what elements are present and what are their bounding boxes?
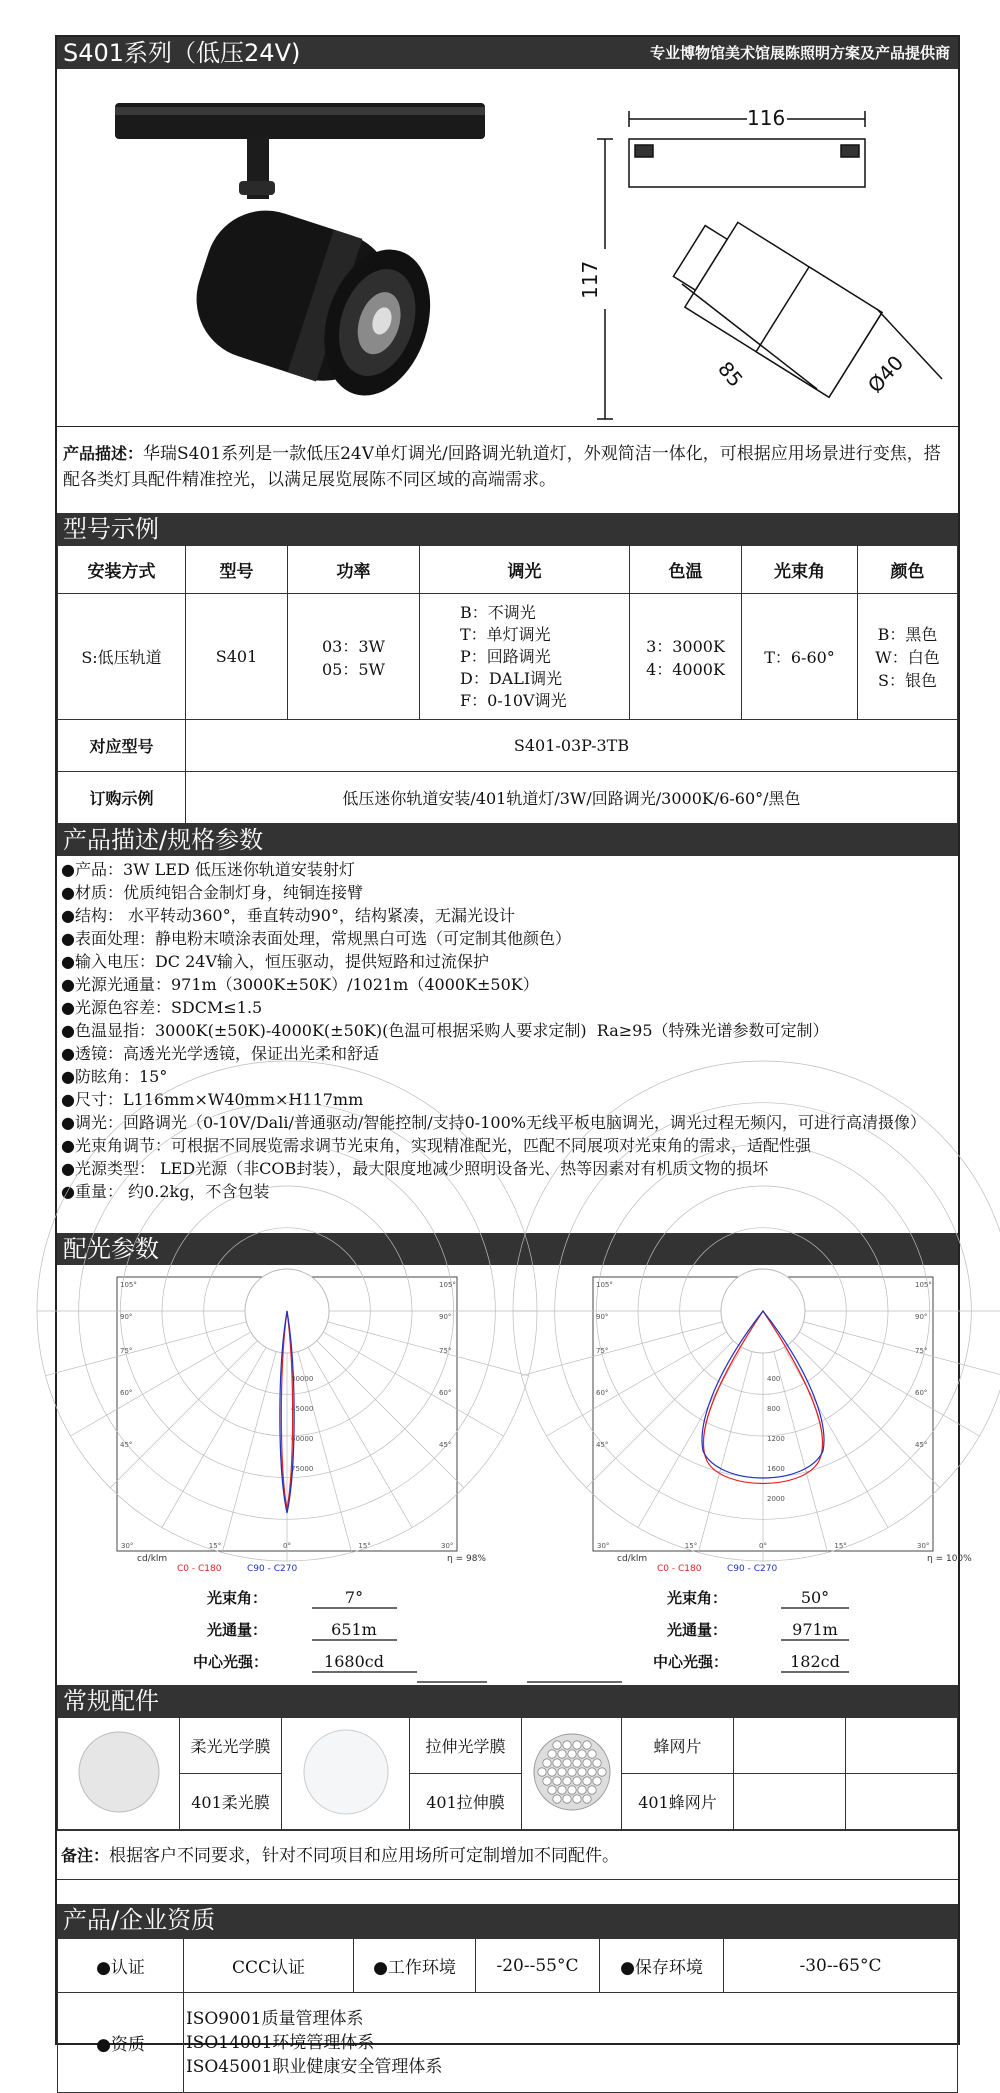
th-mount: 安装方式 (58, 546, 186, 594)
store-label: ●保存环境 (600, 1939, 724, 1993)
color-option: S：银色 (878, 671, 937, 690)
right-intensity-value: 182cd (790, 1652, 840, 1671)
model-value: S401 (186, 594, 288, 720)
honeycomb-cell (552, 1776, 560, 1784)
color-option: B：黑色 (877, 625, 938, 644)
store-value: -30--65°C (724, 1939, 958, 1993)
honeycomb-cell (587, 1767, 595, 1775)
honeycomb-cell (537, 1767, 545, 1775)
polar-ring-label: 400 (767, 1375, 781, 1383)
honeycomb-cell (597, 1767, 605, 1775)
dimming-option: D：DALI调光 (460, 668, 563, 688)
honeycomb-cell (572, 1740, 580, 1748)
polar-angle-label: 45° (915, 1441, 928, 1449)
power-option: 03：3W (322, 636, 385, 656)
power-values (288, 594, 420, 720)
honeycomb-cell (557, 1767, 565, 1775)
right-eta: η = 100% (927, 1554, 972, 1564)
honeycomb-cell (577, 1767, 585, 1775)
polar-angle-label: 0° (283, 1542, 291, 1550)
spec-line: ●防眩角：15° (61, 1067, 168, 1086)
right-intensity-label: 中心光强： (653, 1653, 729, 1671)
polar-ring-label: 75000 (291, 1465, 314, 1473)
power-option: 05：5W (322, 659, 385, 679)
polar-ring-label: 1200 (767, 1435, 785, 1443)
honeycomb-cell (562, 1758, 570, 1766)
th-color: 颜色 (858, 546, 958, 594)
acc-image-soft (58, 1718, 180, 1830)
env-label: ●工作环境 (354, 1939, 476, 1993)
match-value: S401-03P-3TB (186, 720, 958, 772)
honeycomb-cell (572, 1776, 580, 1784)
description-label: 产品描述： (63, 444, 144, 463)
polar-angle-label: 0° (759, 1542, 767, 1550)
qualification-section-bar (57, 1904, 958, 1938)
model-section-title: 型号示例 (63, 515, 159, 543)
dim-width: 116 (747, 106, 786, 130)
left-legend-c0: C0 - C180 (177, 1564, 222, 1574)
spec-line: ●透镜：高透光光学透镜，保证出光柔和舒适 (61, 1044, 379, 1063)
honeycomb-cell (567, 1785, 575, 1793)
spec-sheet (55, 35, 972, 2077)
polar-angle-label: 45° (439, 1441, 452, 1449)
honeycomb-cell (582, 1794, 590, 1802)
spec-line: ●材质：优质纯铝合金制灯身，纯铜连接臂 (61, 883, 363, 902)
spec-line: ●光束角调节：可根据不同展览需求调节光束角，实现精准配光，匹配不同展项对光束角的需求，适配性强 (61, 1136, 811, 1155)
honeycomb-cell (572, 1758, 580, 1766)
honeycomb-cell (542, 1758, 550, 1766)
model-header-row (58, 546, 958, 594)
polar-ring-label: 30000 (291, 1375, 314, 1383)
honeycomb-cell (572, 1794, 580, 1802)
polar-angle-label: 30° (121, 1542, 134, 1550)
honeycomb-cell (562, 1794, 570, 1802)
polar-angle-label: 15° (684, 1542, 698, 1550)
honeycomb-cell (552, 1740, 560, 1748)
polar-angle-label: 60° (120, 1389, 133, 1397)
photometric-section-bar (57, 1233, 958, 1265)
match-label: 对应型号 (58, 720, 186, 772)
polar-angle-label: 90° (439, 1313, 452, 1321)
left-flux-label: 光通量： (207, 1621, 268, 1639)
polar-angle-label: 105° (120, 1281, 137, 1289)
spec-section-title: 产品描述/规格参数 (63, 826, 264, 854)
spec-line: ●尺寸：L116mm×W40mm×H117mm (61, 1090, 364, 1109)
polar-angle-label: 60° (596, 1389, 609, 1397)
honeycomb-cell (582, 1758, 590, 1766)
note-label: 备注： (61, 1846, 110, 1865)
page-title: S401系列（低压24V) (63, 39, 301, 67)
acc-name-honeycomb: 蜂网片 (622, 1718, 734, 1774)
polar-angle-label: 15° (358, 1542, 371, 1550)
honeycomb-cell (582, 1740, 590, 1748)
spec-line: ●结构： 水平转动360°，垂直转动90°，结构紧凑，无漏光设计 (61, 906, 515, 925)
note (57, 1830, 958, 1880)
note-text: 根据客户不同要求，针对不同项目和应用场所可定制增加不同配件。 (109, 1846, 620, 1866)
polar-ring-label: 60000 (291, 1435, 314, 1443)
polar-angle-label: 75° (439, 1347, 452, 1355)
honeycomb-cell (547, 1785, 555, 1793)
spec-line: ●光源类型： LED光源（非COB封装），最大限度地减少照明设备光、热等因素对有机质文物的损坏 (61, 1159, 769, 1178)
polar-angle-label: 15° (834, 1542, 847, 1550)
honeycomb-cell (547, 1749, 555, 1757)
product-illustration (57, 69, 957, 427)
polar-ring-label: 800 (767, 1405, 781, 1413)
spec-line: ●光源光通量：971m（3000K±50K）/1021m（4000K±50K） (61, 975, 539, 994)
acc-name-soft: 柔光光学膜 (180, 1718, 282, 1774)
polar-angle-label: 75° (120, 1347, 133, 1355)
honeycomb-cell (577, 1785, 585, 1793)
product-photo (115, 103, 485, 409)
model-table (57, 545, 958, 824)
honeycomb-cell (567, 1767, 575, 1775)
polar-ring-label: 1600 (767, 1465, 785, 1473)
left-intensity-label: 中心光强： (193, 1653, 269, 1671)
beam-value: T：6-60° (742, 594, 858, 720)
honeycomb-cell (592, 1776, 600, 1784)
photometric-section-title: 配光参数 (63, 1235, 159, 1263)
acc-image-stretch (282, 1718, 410, 1830)
acc-empty (846, 1774, 958, 1830)
spacer (57, 1880, 958, 1904)
polar-angle-label: 105° (596, 1281, 613, 1289)
qualification-section-title: 产品/企业资质 (63, 1906, 216, 1934)
honeycomb-cell (542, 1776, 550, 1784)
right-legend-c0: C0 - C180 (657, 1564, 702, 1574)
dimming-option: P：回路调光 (460, 646, 551, 666)
honeycomb-cell (592, 1758, 600, 1766)
polar-angle-label: 105° (439, 1281, 456, 1289)
model-value-row (58, 594, 958, 720)
acc-empty (734, 1774, 846, 1830)
qual-item: ISO9001质量管理体系 (186, 2008, 364, 2029)
dimming-option: F：0-10V调光 (460, 690, 567, 710)
cct-option: 4：4000K (646, 659, 725, 679)
spec-line: ●表面处理：静电粉末喷涂表面处理，常规黑白可选（可定制其他颜色） (61, 929, 571, 948)
th-dimming: 调光 (420, 546, 630, 594)
cct-values (630, 594, 742, 720)
left-eta: η = 98% (447, 1554, 486, 1564)
order-row (58, 772, 958, 824)
polar-angle-label: 45° (596, 1441, 609, 1449)
honeycomb-cell (552, 1794, 560, 1802)
acc-empty (846, 1718, 958, 1774)
color-option: W：白色 (875, 648, 940, 667)
polar-angle-label: 15° (208, 1542, 222, 1550)
polar-ring-label: 2000 (767, 1495, 785, 1503)
product-description (57, 427, 958, 513)
description-text: 华瑞S401系列是一款低压24V单灯调光/回路调光轨道灯，外观简洁一体化，可根据应用场景进行变焦，搭配各类灯具配件精准控光，以满足展览展陈不同区域的高端需求。 (63, 444, 941, 490)
polar-angle-label: 90° (915, 1313, 928, 1321)
acc-code-honeycomb: 401蜂网片 (622, 1774, 734, 1830)
tagline: 专业博物馆美术馆展陈照明方案及产品提供商 (649, 44, 950, 62)
polar-ring-label: 45000 (291, 1405, 314, 1413)
honeycomb-cell (587, 1749, 595, 1757)
product-hero (57, 69, 958, 427)
spec-line: ●重量： 约0.2kg，不含包装 (61, 1182, 270, 1201)
polar-angle-label: 75° (596, 1347, 609, 1355)
acc-code-soft: 401柔光膜 (180, 1774, 282, 1830)
honeycomb-cell (562, 1740, 570, 1748)
dim-diameter: Ø40 (862, 350, 909, 398)
honeycomb-cell (582, 1776, 590, 1784)
polar-angle-label: 30° (441, 1542, 454, 1550)
header-bar (57, 37, 958, 69)
dim-length: 85 (713, 356, 748, 392)
cct-option: 3：3000K (646, 636, 725, 656)
right-beam-value: 50° (800, 1588, 830, 1607)
th-beam: 光束角 (742, 546, 858, 594)
spec-list (57, 856, 958, 1233)
qual-item: ISO45001职业健康安全管理体系 (186, 2056, 443, 2077)
honeycomb-cell (587, 1785, 595, 1793)
th-power: 功率 (288, 546, 420, 594)
dimming-option: B：不调光 (460, 602, 536, 622)
cert-value: CCC认证 (184, 1939, 354, 1993)
left-intensity-value: 1680cd (324, 1652, 384, 1671)
cert-label: ●认证 (58, 1939, 184, 1993)
polar-charts (57, 1265, 972, 1685)
model-section-bar (57, 513, 958, 545)
accessories-section-bar (57, 1685, 958, 1717)
honeycomb-cell (567, 1749, 575, 1757)
honeycomb-cell (547, 1767, 555, 1775)
qual-label: ●资质 (58, 1993, 184, 2093)
env-value: -20--55°C (476, 1939, 600, 1993)
right-beam-label: 光束角： (667, 1589, 728, 1607)
honeycomb-cell (562, 1776, 570, 1784)
order-value: 低压迷你轨道安装/401轨道灯/3W/回路调光/3000K/6-60°/黑色 (186, 772, 958, 824)
polar-angle-label: 90° (596, 1313, 609, 1321)
acc-image-honeycomb (522, 1718, 622, 1830)
right-unit: cd/klm (617, 1554, 648, 1564)
polar-angle-label: 105° (915, 1281, 932, 1289)
left-beam-value: 7° (344, 1588, 364, 1607)
qual-item: ISO14001环境管理体系 (186, 2032, 375, 2053)
honeycomb-cell (557, 1749, 565, 1757)
th-model: 型号 (186, 546, 288, 594)
dimming-option: T：单灯调光 (460, 624, 551, 644)
left-flux-value: 651m (331, 1620, 377, 1639)
dim-height: 117 (578, 260, 602, 299)
polar-angle-label: 90° (120, 1313, 133, 1321)
left-beam-label: 光束角： (207, 1589, 268, 1607)
qualification-table (57, 1938, 958, 2093)
photometric-area (57, 1265, 972, 1685)
spec-line: ●色温显指：3000K(±50K)-4000K(±50K)(色温可根据采购人要求定制) Ra≥95（特殊光谱参数可定制） (61, 1021, 829, 1040)
color-values (858, 594, 958, 720)
polar-angle-label: 75° (915, 1347, 928, 1355)
left-unit: cd/klm (137, 1554, 168, 1564)
spec-line: ●调光：回路调光（0-10V/Dali/普通驱动/智能控制/支持0-100%无线平板电脑调光，调光过程无频闪，可进行高清摄像） (61, 1113, 926, 1132)
honeycomb-cell (577, 1749, 585, 1757)
th-cct: 色温 (630, 546, 742, 594)
spec-line: ●产品：3W LED 低压迷你轨道安装射灯 (61, 860, 355, 879)
accessories-table (57, 1717, 958, 1830)
left-legend-c90: C90 - C270 (247, 1564, 298, 1574)
spec-section-bar (57, 824, 958, 856)
right-flux-label: 光通量： (667, 1621, 728, 1639)
qual-list (184, 1993, 958, 2093)
mount-value: S:低压轨道 (58, 594, 186, 720)
acc-code-stretch: 401拉伸膜 (410, 1774, 522, 1830)
polar-angle-label: 60° (439, 1389, 452, 1397)
right-legend-c90: C90 - C270 (727, 1564, 778, 1574)
acc-name-stretch: 拉伸光学膜 (410, 1718, 522, 1774)
honeycomb-cell (552, 1758, 560, 1766)
dimming-values (420, 594, 630, 720)
acc-empty (734, 1718, 846, 1774)
order-label: 订购示例 (58, 772, 186, 824)
spec-line: ●光源色容差：SDCM≤1.5 (61, 998, 263, 1017)
polar-angle-label: 30° (597, 1542, 610, 1550)
polar-angle-label: 30° (917, 1542, 930, 1550)
accessories-section-title: 常规配件 (63, 1687, 159, 1715)
right-flux-value: 971m (792, 1620, 838, 1639)
polar-angle-label: 45° (120, 1441, 133, 1449)
spec-line: ●输入电压：DC 24V输入，恒压驱动，提供短路和过流保护 (61, 952, 490, 971)
match-row (58, 720, 958, 772)
polar-angle-label: 60° (915, 1389, 928, 1397)
honeycomb-cell (557, 1785, 565, 1793)
